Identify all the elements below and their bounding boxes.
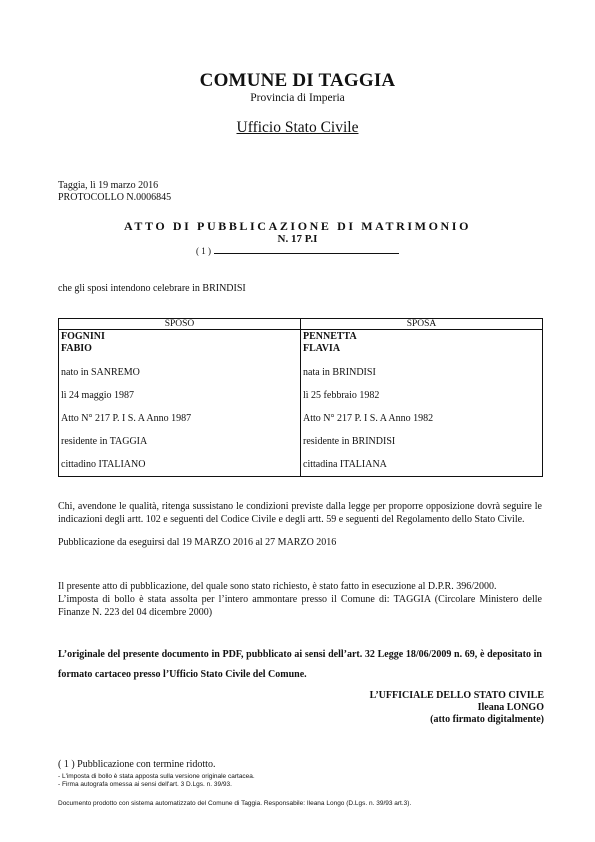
opposition-paragraph: Chi, avendone le qualità, ritenga sussistano le condizioni previste dalla legge per proporre opposizione dovrà seguire le indicazioni degli artt. 102 e seguenti del Codice Civile e degli artt. 59 e seguenti del Regolamento dello Stato Civile. xyxy=(58,501,542,525)
bride-name: FLAVIA xyxy=(303,343,341,354)
groom-surname: FOGNINI xyxy=(61,331,105,342)
groom-birthplace: nato in SANREMO xyxy=(61,367,140,378)
bride-header: SPOSA xyxy=(301,319,543,330)
bride-surname: PENNETTA xyxy=(303,331,357,342)
groom-header: SPOSO xyxy=(59,319,301,330)
groom-birthdate: lì 24 maggio 1987 xyxy=(61,390,135,401)
spouses-table xyxy=(58,318,543,477)
act-title: ATTO DI PUBBLICAZIONE DI MATRIMONIO xyxy=(123,219,472,233)
bride-record: Atto N° 217 P. I S. A Anno 1982 xyxy=(303,413,434,424)
signature-role: L’UFFICIALE DELLO STATO CIVILE xyxy=(369,690,544,701)
place-date: Taggia, lì 19 marzo 2016 xyxy=(58,180,159,191)
municipality-title: COMUNE DI TAGGIA xyxy=(199,70,396,91)
groom-record: Atto N° 217 P. I S. A Anno 1987 xyxy=(61,413,192,424)
protocol-number: PROTOCOLLO N.0006845 xyxy=(58,192,172,203)
groom-name: FABIO xyxy=(61,343,92,354)
act-number: N. 17 P.I xyxy=(277,233,318,245)
province-subtitle: Provincia di Imperia xyxy=(250,92,345,104)
footnote-system: Documento prodotto con sistema automatizzato del Comune di Taggia. Responsabile: Ileana Longo (D.Lgs. n. 39/93 art.3). xyxy=(58,800,412,807)
blank-line xyxy=(214,245,399,254)
footnote-ref-label: ( 1 ) xyxy=(196,246,211,256)
bride-birthdate: lì 25 febbraio 1982 xyxy=(303,390,380,401)
signature-name: Ileana LONGO xyxy=(477,702,544,713)
table-row xyxy=(59,330,543,477)
bride-citizenship: cittadina ITALIANA xyxy=(303,459,387,470)
groom-residence: residente in TAGGIA xyxy=(61,436,148,447)
groom-cell xyxy=(59,330,301,477)
stamp-duty-paragraph: L’imposta di bollo è stata assolta per l’intero ammontare presso il Comune di: TAGGIA (Circolare Ministero delle Finanze N. 223 del 04 dicembre 2000) xyxy=(58,594,542,618)
publication-period: Pubblicazione da eseguirsi dal 19 MARZO 2016 al 27 MARZO 2016 xyxy=(58,537,337,548)
bride-birthplace: nata in BRINDISI xyxy=(303,367,376,378)
groom-citizenship: cittadino ITALIANO xyxy=(61,459,146,470)
office-name: Ufficio Stato Civile xyxy=(236,119,359,136)
signature-note: (atto firmato digitalmente) xyxy=(430,714,544,725)
footnote-reduced-term: ( 1 ) Pubblicazione con termine ridotto. xyxy=(58,759,216,770)
bride-residence: residente in BRINDISI xyxy=(303,436,396,447)
bride-cell xyxy=(301,330,543,477)
table-header-row xyxy=(59,319,543,330)
intro-text: che gli sposi intendono celebrare in BRINDISI xyxy=(58,283,246,294)
original-document-notice: L’originale del presente documento in PDF, pubblicato ai sensi dell’art. 32 Legge 18/06/2009 n. 69, è depositato in formato cartaceo presso l’Ufficio Stato Civile del Comune. xyxy=(58,649,542,680)
execution-paragraph: Il presente atto di pubblicazione, del quale sono stato richiesto, è stato fatto in esecuzione al D.P.R. 396/2000. xyxy=(58,581,497,592)
act-footnote-ref xyxy=(0,245,595,256)
footnote-signature: - Firma autografa omessa ai sensi dell'art. 3 D.Lgs. n. 39/93. xyxy=(58,781,232,788)
footnote-stamp: - L'imposta di bollo è stata apposta sulla versione originale cartacea. xyxy=(58,773,255,780)
